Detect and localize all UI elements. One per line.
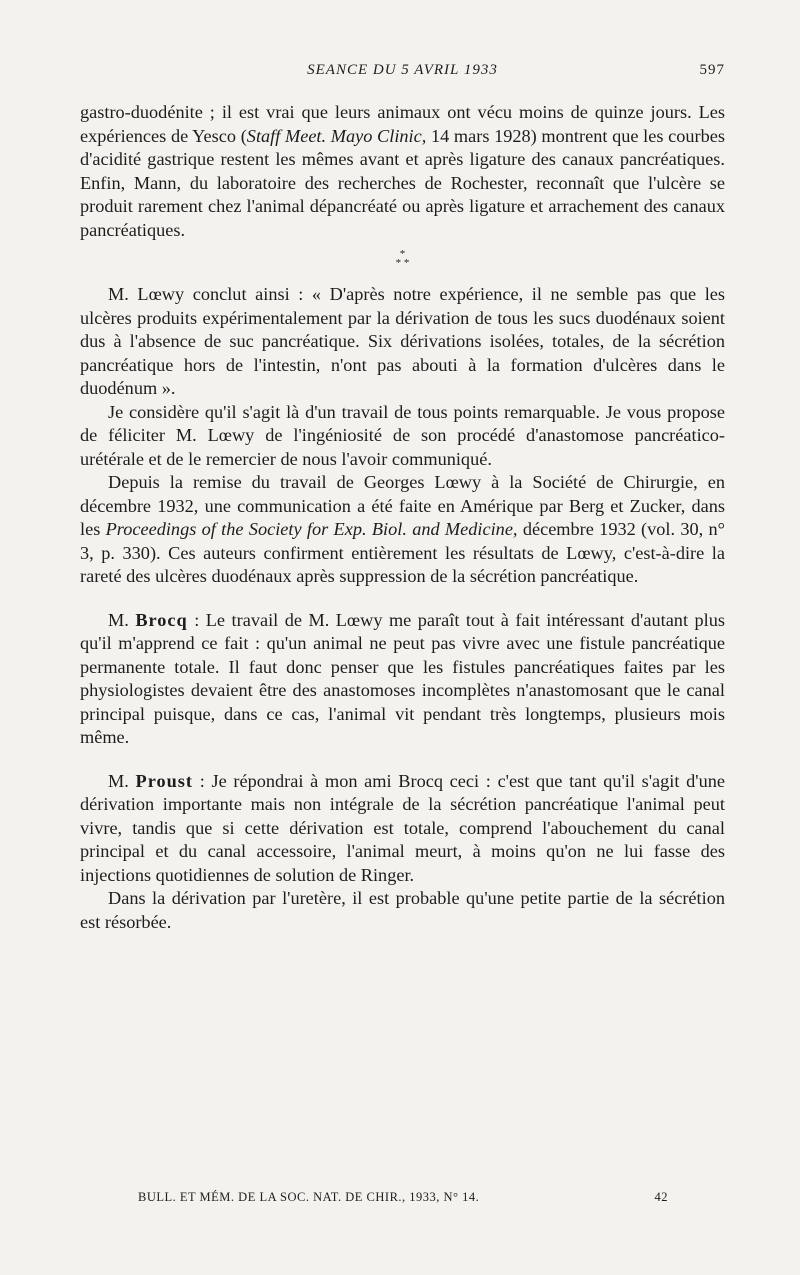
paragraph-brocq — [80, 609, 725, 750]
asterism-bottom: * * — [395, 257, 410, 269]
paragraph-text: : Je répondrai à mon ami Brocq ceci : c'est que tant qu'il s'agit d'une dérivation importante mais non intégrale de la sécrétion pancréatique l'animal peut vivre, tandis que si cette dérivation est totale, comprend l'abouchement du canal principal et du canal accessoire, l'animal meurt, à moins qu'on ne lui fasse des injections quotidiennes de solution de Ringer. — [80, 770, 725, 885]
page-number: 597 — [699, 62, 725, 78]
paragraph-references — [80, 471, 725, 589]
speaker-name: Proust — [135, 770, 193, 791]
speaker-prefix: M. — [108, 609, 136, 630]
paragraph-continuation — [80, 101, 725, 242]
paragraph-conclusion: M. Lœwy conclut ainsi : « D'après notre expérience, il ne semble pas que les ulcères produits expérimentalement par la dérivation de tous les sucs duodénaux soient dus à l'absence de suc pancréatique. Six dérivations isolées, totales, de la sécrétion pancréatique hors de l'intestin, n'ont pas abouti à la formation d'ulcères dans le duodénum ». — [80, 284, 725, 398]
running-header — [80, 62, 725, 84]
footer — [138, 1190, 668, 1210]
speaker-prefix: M. — [108, 770, 136, 791]
asterism-top: * — [399, 248, 406, 260]
paragraph-text: gastro-duodénite ; il est vrai que leurs animaux ont vécu moins de quinze jours. Les expériences de Yesco ( — [80, 102, 725, 146]
paragraph-text: : Le travail de M. Lœwy me paraît tout à fait intéressant d'autant plus qu'il m'apprend ce fait : qu'un animal ne peut pas vivre avec une fistule pancréatique permanente totale. Il faut donc penser que les fistules pancréatiques faites par les physiologistes devaient être des anastomoses incomplètes n'anastomosant que le canal principal puisque, dans ce cas, l'animal vit pendant très longtemps, plusieurs mois même. — [80, 609, 725, 747]
paragraph-final: Dans la dérivation par l'uretère, il est probable qu'une petite partie de la sécrétion est résorbée. — [80, 888, 725, 932]
section-separator — [80, 250, 725, 268]
paragraph-opinion: Je considère qu'il s'agit là d'un travail de tous points remarquable. Je vous propose de féliciter M. Lœwy de l'ingéniosité de son procédé d'anastomose pancréatico-urétérale et de le remercier de nous l'avoir communiqué. — [80, 401, 725, 469]
sheet-number: 42 — [654, 1190, 668, 1204]
speaker-name: Brocq — [135, 609, 188, 630]
paragraph-text: 14 mars 1928) montrent que les courbes d'acidité gastrique restent les mêmes avant et après ligature des canaux pancréatiques. Enfin, Mann, du laboratoire des recherches de Rochester, reconnaît que l'ulcère se produit rarement chez l'animal dépancréaté ou après ligature et arrachement des canaux pancréatiques. — [80, 125, 725, 240]
paragraph-text: Depuis la remise du travail de Georges Lœwy à la Société de Chirurgie, en décembre 1932, une communication a été faite en Amérique par Berg et Zucker, dans les — [80, 472, 725, 539]
citation-italic: Staff Meet. Mayo Clinic, — [246, 125, 427, 146]
footer-citation: BULL. ET MÉM. DE LA SOC. NAT. DE CHIR., 1933, N° 14. — [138, 1190, 480, 1204]
body-text — [80, 101, 725, 934]
header-title: SEANCE DU 5 AVRIL 1933 — [307, 62, 498, 78]
paragraph-text: décembre 1932 (vol. 30, n° 3, p. 330). Ces auteurs confirment entièrement les résultats de Lœwy, c'est-à-dire la rareté des ulcères duodénaux après suppression de la sécrétion pancréatique. — [80, 519, 725, 586]
paragraph-proust — [80, 770, 725, 888]
journal-italic: Proceedings of the Society for Exp. Biol. and Medicine, — [105, 519, 518, 539]
